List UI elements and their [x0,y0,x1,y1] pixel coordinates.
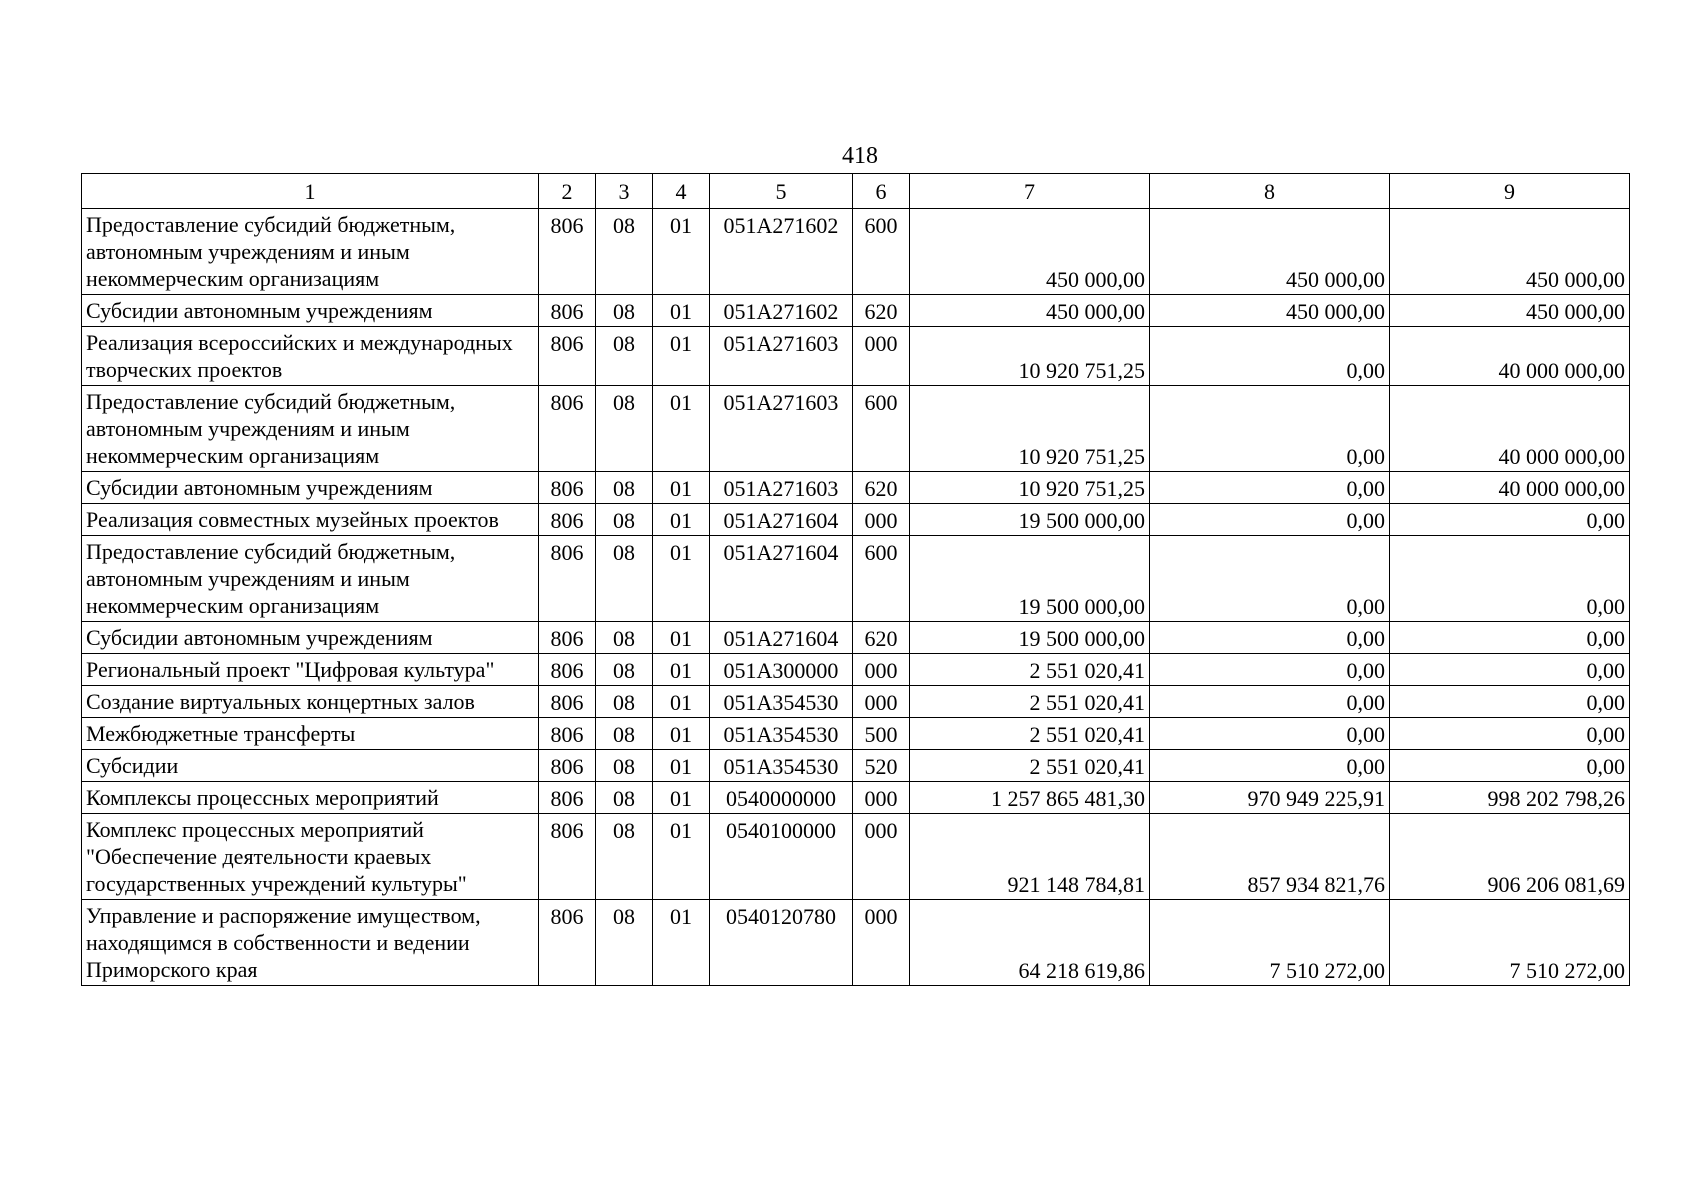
row-name-cell: Предоставление субсидий бюджетным, автономным учреждениям и иным некоммерческим организациям [82,536,539,622]
amount-col9-cell: 0,00 [1390,622,1630,654]
section-cell: 08 [596,504,653,536]
admin-code-cell: 806 [539,472,596,504]
amount-col9-cell: 0,00 [1390,504,1630,536]
table-row [82,718,1630,750]
amount-col7-cell: 19 500 000,00 [910,622,1150,654]
section-cell: 08 [596,814,653,900]
amount-col7-cell: 10 920 751,25 [910,327,1150,386]
target-article-cell: 051A354530 [710,718,853,750]
subsection-cell: 01 [653,536,710,622]
amount-col8-cell: 7 510 272,00 [1150,900,1390,986]
expense-type-cell: 000 [853,686,910,718]
table-row [82,209,1630,295]
amount-col7-cell: 2 551 020,41 [910,654,1150,686]
budget-table [81,173,1630,986]
row-name-cell: Предоставление субсидий бюджетным, автономным учреждениям и иным некоммерческим организациям [82,386,539,472]
target-article-cell: 051A271603 [710,327,853,386]
expense-type-cell: 620 [853,622,910,654]
subsection-cell: 01 [653,327,710,386]
amount-col8-cell: 0,00 [1150,718,1390,750]
amount-col7-cell: 1 257 865 481,30 [910,782,1150,814]
expense-type-cell: 620 [853,472,910,504]
amount-col8-cell: 0,00 [1150,386,1390,472]
amount-col9-cell: 450 000,00 [1390,209,1630,295]
admin-code-cell: 806 [539,750,596,782]
admin-code-cell: 806 [539,718,596,750]
table-row [82,504,1630,536]
section-cell: 08 [596,782,653,814]
row-name-cell: Управление и распоряжение имуществом, находящимся в собственности и ведении Приморского края [82,900,539,986]
row-name-cell: Субсидии автономным учреждениям [82,472,539,504]
amount-col8-cell: 857 934 821,76 [1150,814,1390,900]
expense-type-cell: 620 [853,295,910,327]
admin-code-cell: 806 [539,209,596,295]
amount-col8-cell: 450 000,00 [1150,209,1390,295]
expense-type-cell: 600 [853,536,910,622]
subsection-cell: 01 [653,814,710,900]
amount-col9-cell: 0,00 [1390,686,1630,718]
amount-col7-cell: 2 551 020,41 [910,686,1150,718]
amount-col9-cell: 40 000 000,00 [1390,386,1630,472]
expense-type-cell: 000 [853,900,910,986]
row-name-cell: Межбюджетные трансферты [82,718,539,750]
column-header: 8 [1150,174,1390,209]
target-article-cell: 051A271604 [710,622,853,654]
section-cell: 08 [596,209,653,295]
amount-col8-cell: 0,00 [1150,622,1390,654]
column-header: 9 [1390,174,1630,209]
expense-type-cell: 000 [853,327,910,386]
subsection-cell: 01 [653,718,710,750]
expense-type-cell: 500 [853,718,910,750]
section-cell: 08 [596,622,653,654]
target-article-cell: 051A271604 [710,504,853,536]
admin-code-cell: 806 [539,814,596,900]
target-article-cell: 051A271604 [710,536,853,622]
admin-code-cell: 806 [539,654,596,686]
subsection-cell: 01 [653,900,710,986]
amount-col7-cell: 2 551 020,41 [910,718,1150,750]
amount-col9-cell: 40 000 000,00 [1390,327,1630,386]
table-row [82,386,1630,472]
amount-col9-cell: 450 000,00 [1390,295,1630,327]
admin-code-cell: 806 [539,504,596,536]
amount-col8-cell: 0,00 [1150,327,1390,386]
target-article-cell: 051A300000 [710,654,853,686]
column-header: 2 [539,174,596,209]
row-name-cell: Создание виртуальных концертных залов [82,686,539,718]
expense-type-cell: 600 [853,209,910,295]
amount-col7-cell: 64 218 619,86 [910,900,1150,986]
section-cell: 08 [596,472,653,504]
amount-col8-cell: 0,00 [1150,472,1390,504]
table-body [82,209,1630,986]
expense-type-cell: 520 [853,750,910,782]
section-cell: 08 [596,327,653,386]
column-header: 1 [82,174,539,209]
expense-type-cell: 600 [853,386,910,472]
target-article-cell: 051A271603 [710,386,853,472]
subsection-cell: 01 [653,622,710,654]
row-name-cell: Субсидии [82,750,539,782]
row-name-cell: Предоставление субсидий бюджетным, автономным учреждениям и иным некоммерческим организациям [82,209,539,295]
amount-col7-cell: 450 000,00 [910,209,1150,295]
row-name-cell: Региональный проект "Цифровая культура" [82,654,539,686]
row-name-cell: Комплекс процессных мероприятий "Обеспечение деятельности краевых государственных учреждений культуры" [82,814,539,900]
amount-col8-cell: 0,00 [1150,654,1390,686]
admin-code-cell: 806 [539,295,596,327]
row-name-cell: Субсидии автономным учреждениям [82,295,539,327]
amount-col9-cell: 0,00 [1390,536,1630,622]
target-article-cell: 051A354530 [710,686,853,718]
amount-col8-cell: 970 949 225,91 [1150,782,1390,814]
section-cell: 08 [596,900,653,986]
admin-code-cell: 806 [539,386,596,472]
amount-col7-cell: 19 500 000,00 [910,504,1150,536]
column-header: 5 [710,174,853,209]
target-article-cell: 0540120780 [710,900,853,986]
admin-code-cell: 806 [539,782,596,814]
row-name-cell: Субсидии автономным учреждениям [82,622,539,654]
target-article-cell: 051A271602 [710,295,853,327]
target-article-cell: 0540100000 [710,814,853,900]
amount-col9-cell: 0,00 [1390,750,1630,782]
target-article-cell: 0540000000 [710,782,853,814]
table-row [82,536,1630,622]
admin-code-cell: 806 [539,327,596,386]
amount-col9-cell: 7 510 272,00 [1390,900,1630,986]
column-header: 3 [596,174,653,209]
row-name-cell: Комплексы процессных мероприятий [82,782,539,814]
amount-col8-cell: 450 000,00 [1150,295,1390,327]
subsection-cell: 01 [653,472,710,504]
table-row [82,814,1630,900]
target-article-cell: 051A271602 [710,209,853,295]
subsection-cell: 01 [653,295,710,327]
row-name-cell: Реализация всероссийских и международных творческих проектов [82,327,539,386]
section-cell: 08 [596,654,653,686]
section-cell: 08 [596,536,653,622]
expense-type-cell: 000 [853,504,910,536]
column-header: 6 [853,174,910,209]
amount-col9-cell: 906 206 081,69 [1390,814,1630,900]
amount-col8-cell: 0,00 [1150,686,1390,718]
amount-col9-cell: 998 202 798,26 [1390,782,1630,814]
table-row [82,472,1630,504]
amount-col7-cell: 2 551 020,41 [910,750,1150,782]
subsection-cell: 01 [653,654,710,686]
target-article-cell: 051A354530 [710,750,853,782]
target-article-cell: 051A271603 [710,472,853,504]
table-row [82,782,1630,814]
amount-col9-cell: 0,00 [1390,654,1630,686]
subsection-cell: 01 [653,504,710,536]
section-cell: 08 [596,718,653,750]
section-cell: 08 [596,386,653,472]
amount-col9-cell: 40 000 000,00 [1390,472,1630,504]
subsection-cell: 01 [653,686,710,718]
column-header: 4 [653,174,710,209]
row-name-cell: Реализация совместных музейных проектов [82,504,539,536]
table-row [82,900,1630,986]
expense-type-cell: 000 [853,782,910,814]
subsection-cell: 01 [653,209,710,295]
admin-code-cell: 806 [539,686,596,718]
table-row [82,686,1630,718]
table-row [82,654,1630,686]
amount-col7-cell: 921 148 784,81 [910,814,1150,900]
amount-col7-cell: 10 920 751,25 [910,472,1150,504]
table-row [82,295,1630,327]
admin-code-cell: 806 [539,900,596,986]
expense-type-cell: 000 [853,654,910,686]
table-row [82,750,1630,782]
amount-col8-cell: 0,00 [1150,536,1390,622]
table-row [82,327,1630,386]
amount-col8-cell: 0,00 [1150,504,1390,536]
subsection-cell: 01 [653,782,710,814]
admin-code-cell: 806 [539,622,596,654]
subsection-cell: 01 [653,750,710,782]
section-cell: 08 [596,686,653,718]
amount-col8-cell: 0,00 [1150,750,1390,782]
amount-col9-cell: 0,00 [1390,718,1630,750]
subsection-cell: 01 [653,386,710,472]
section-cell: 08 [596,750,653,782]
section-cell: 08 [596,295,653,327]
page-number: 418 [842,143,878,169]
amount-col7-cell: 19 500 000,00 [910,536,1150,622]
table-row [82,622,1630,654]
expense-type-cell: 000 [853,814,910,900]
header-row [82,174,1630,209]
amount-col7-cell: 10 920 751,25 [910,386,1150,472]
column-header: 7 [910,174,1150,209]
amount-col7-cell: 450 000,00 [910,295,1150,327]
admin-code-cell: 806 [539,536,596,622]
